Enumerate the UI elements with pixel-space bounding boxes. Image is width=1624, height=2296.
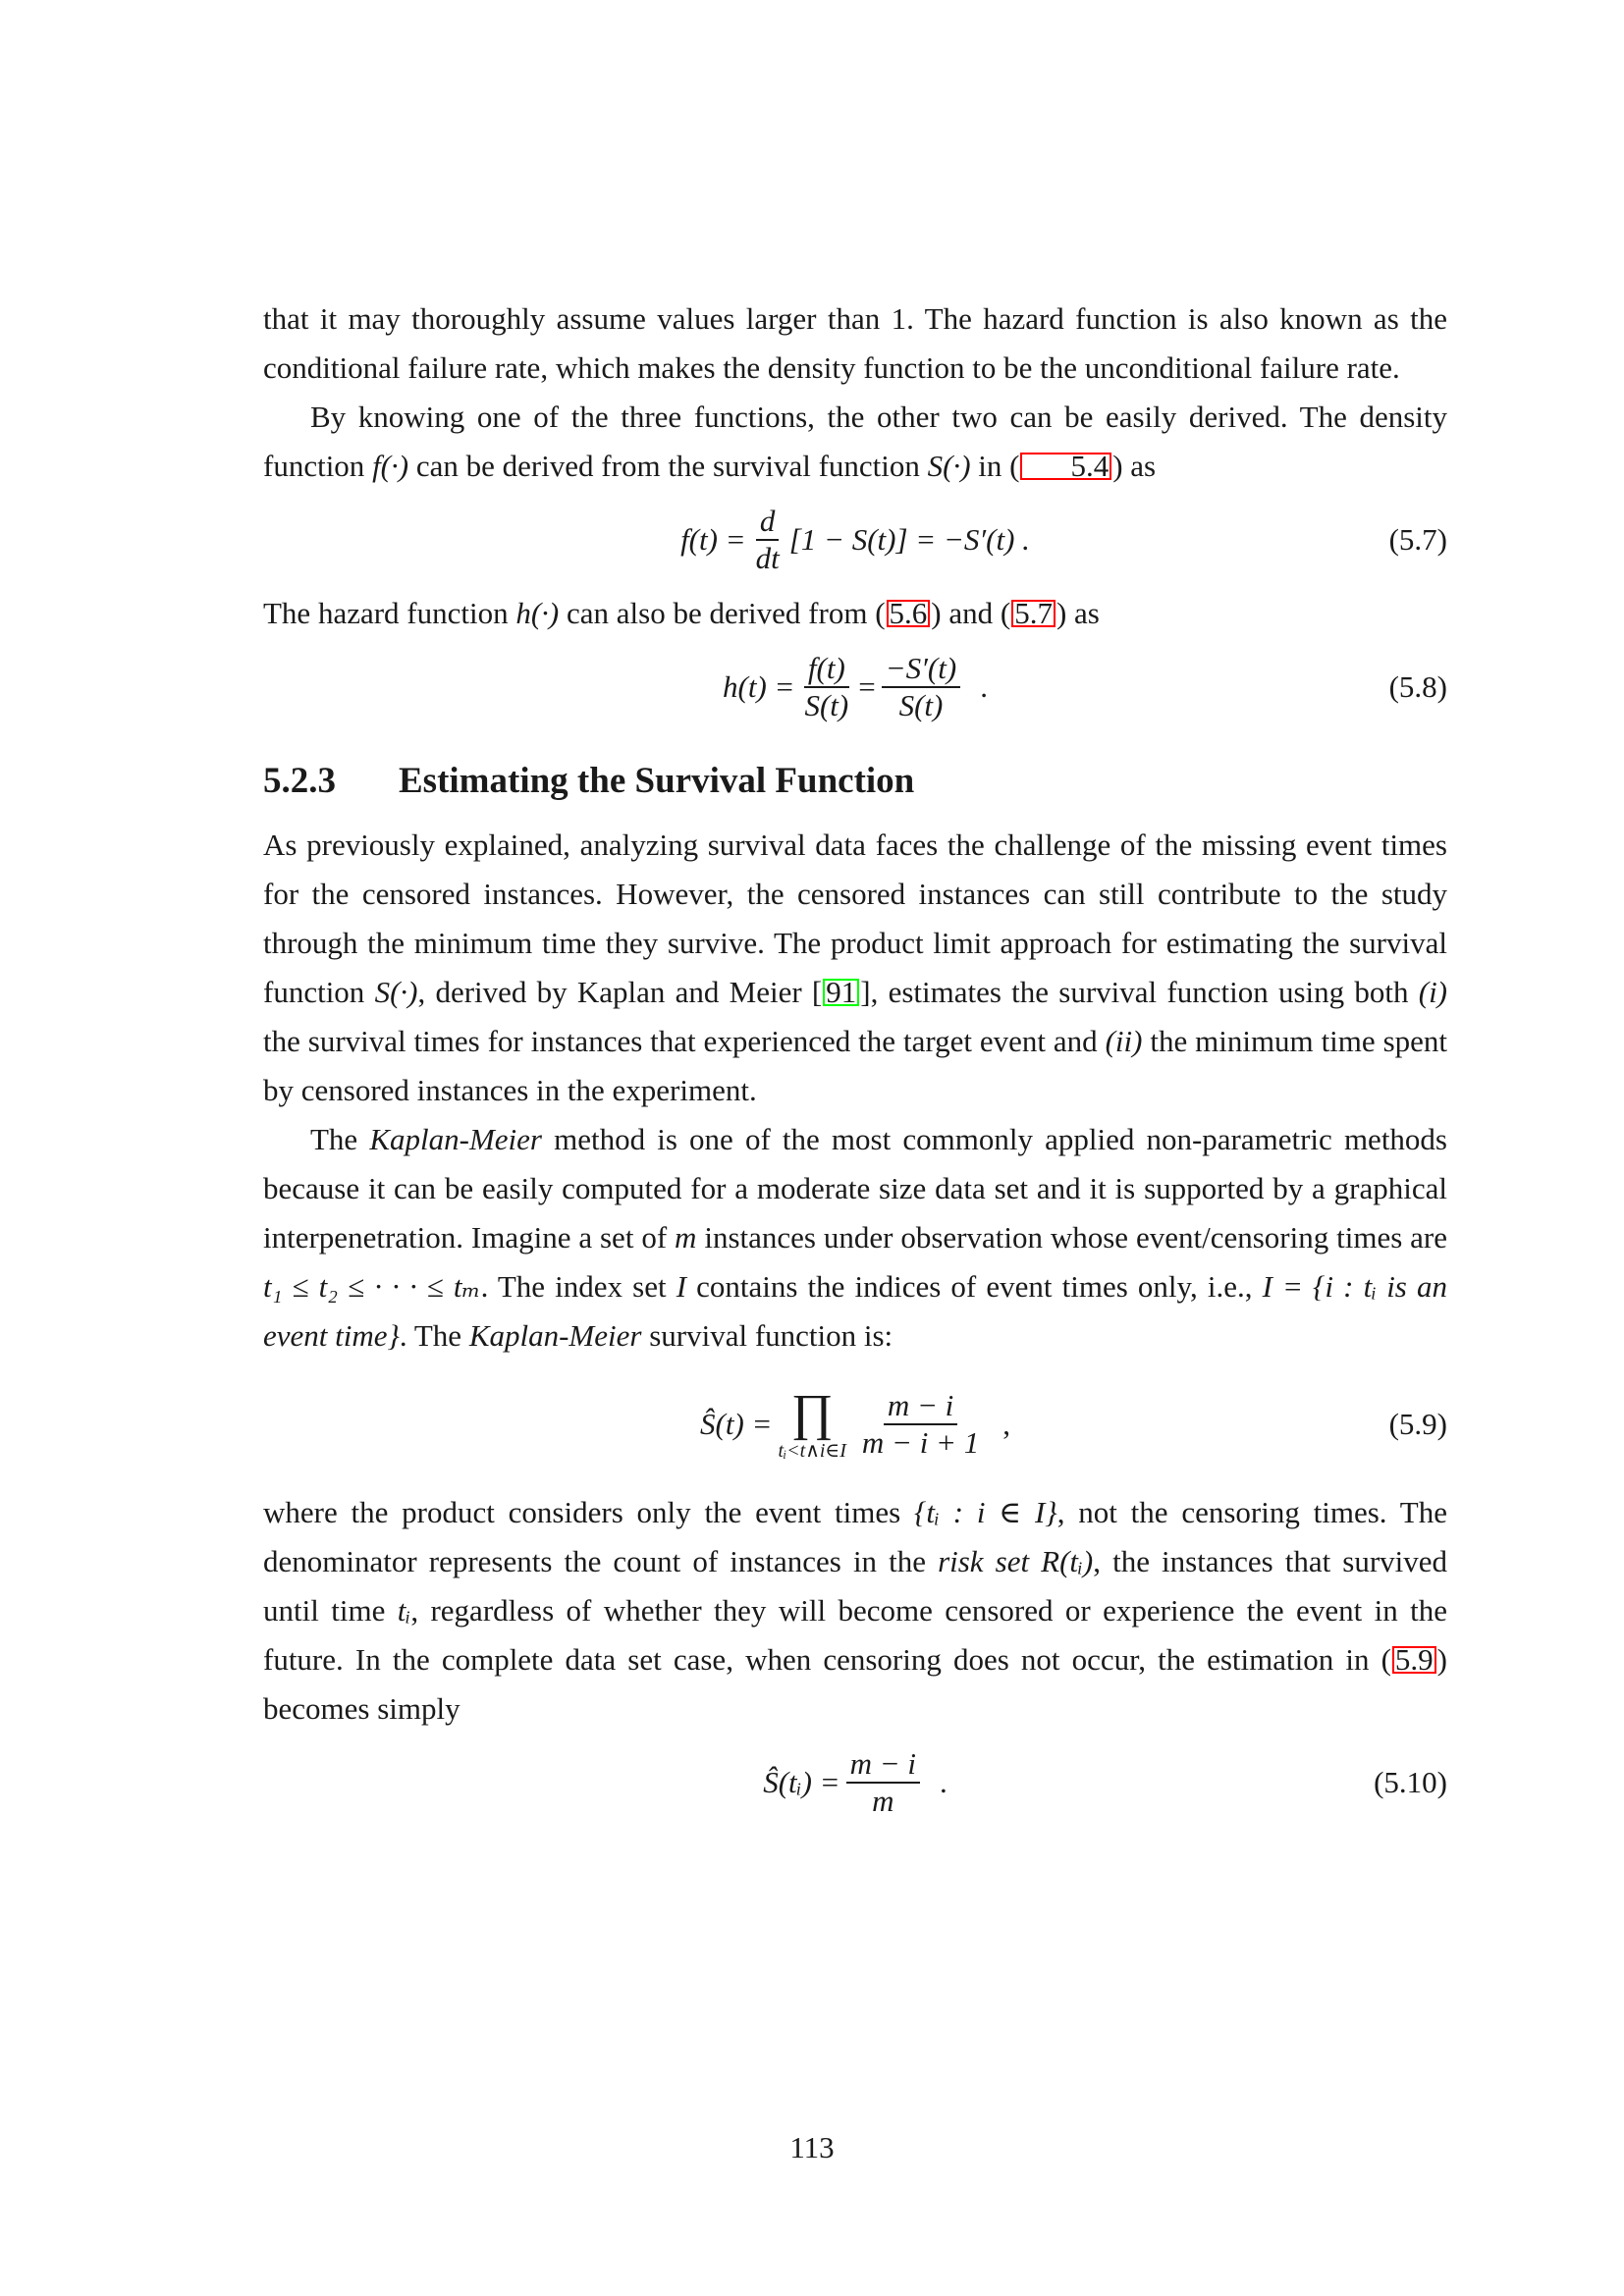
emph-risk-set: risk set — [938, 1544, 1030, 1578]
eq59-denominator: m − i + 1 — [861, 1425, 980, 1460]
equation-ref-link[interactable]: 5.6 — [887, 600, 931, 627]
section-heading — [263, 752, 1447, 811]
text-span: where the product considers only the event times — [263, 1495, 915, 1529]
math-I: I — [676, 1269, 687, 1304]
text-span — [1029, 1544, 1041, 1578]
text-span: . The index set — [480, 1269, 677, 1304]
section-title: Estimating the Survival Function — [399, 761, 915, 801]
math-m: m — [675, 1220, 697, 1255]
equation-ref-link[interactable]: 5.4 — [1020, 453, 1111, 480]
text-span: survival function is: — [641, 1318, 893, 1353]
eq510-lhs: Ŝ(tᵢ) = — [763, 1765, 840, 1799]
page-number: 113 — [789, 2130, 835, 2164]
equation-number: (5.9) — [1388, 1407, 1447, 1441]
text-span: ) as — [1112, 449, 1157, 483]
text-span: ) as — [1056, 596, 1100, 630]
paragraph-5 — [263, 1115, 1447, 1361]
eq58-fraction-2 — [882, 651, 960, 723]
emph-i: (i) — [1418, 975, 1448, 1009]
text-span: ], estimates the survival function using both — [860, 975, 1419, 1009]
eq510-denominator: m — [872, 1784, 894, 1818]
eq57-fraction — [752, 504, 784, 576]
math-times: t₁ ≤ t₂ ≤ · · · ≤ tₘ — [263, 1269, 481, 1304]
equation-number: (5.7) — [1388, 522, 1447, 557]
text-span: method is one of the most commonly applied non-parametric methods because it can be easily computed for a moderate size data set and it is supported by a graphical interpenetration. Imagine a set of — [263, 1122, 1447, 1255]
text-span: in ( — [970, 449, 1020, 483]
text-span: contains the indices of event times only, i.e., — [686, 1269, 1263, 1304]
text-span: ) and ( — [931, 596, 1011, 630]
emph-kaplan-meier: Kaplan-Meier — [369, 1122, 542, 1156]
text-span: can be derived from the survival function — [408, 449, 928, 483]
math-S: S(·) — [374, 975, 418, 1009]
math-S: S(·) — [927, 449, 971, 483]
equation-ref-link[interactable]: 5.7 — [1011, 600, 1056, 627]
text-span: As previously explained, analyzing survival data faces the challenge of the missing event times for the censored instances. However, the censored instances can still contribute to the study through the minimum time they survive. The product limit approach for estimating the survival function — [263, 828, 1447, 1009]
equation-5-8 — [263, 638, 1447, 736]
eq57-rhs: [1 − S(t)] = −S′(t) . — [788, 522, 1030, 557]
product-symbol: ∏ — [790, 1385, 834, 1441]
equation-5-9 — [263, 1361, 1447, 1488]
math-index-set: I = {i : tᵢ is an event time} — [263, 1269, 1447, 1353]
text-span: . The — [399, 1318, 469, 1353]
math-ti: tᵢ — [397, 1593, 411, 1628]
equation-number: (5.8) — [1388, 669, 1447, 704]
eq57-denominator: dt — [755, 541, 780, 575]
text-span: the minimum time spent by censored instances in the experiment. — [263, 1024, 1447, 1107]
math-event-set: {tᵢ : i ∈ I} — [914, 1495, 1057, 1529]
paragraph-3 — [263, 589, 1447, 638]
text-span: The hazard function — [263, 596, 516, 630]
text-span: , regardless of whether they will become censored or experience the event in the future. In the complete data set case, when censoring does not occur, the estimation in ( — [263, 1593, 1448, 1677]
text-span: can also be derived from ( — [559, 596, 886, 630]
eq58-lhs: h(t) = — [723, 669, 795, 704]
text-span: By knowing one of the three functions, the other two can be easily derived. The density function — [263, 400, 1447, 483]
section-number: 5.2.3 — [263, 761, 336, 801]
text-span: the survival times for instances that experienced the target event and — [263, 1024, 1106, 1058]
page-body — [263, 294, 1447, 1832]
eq59-product — [778, 1387, 845, 1462]
eq58-fraction-1 — [800, 651, 852, 723]
eq58-equals: = — [858, 669, 876, 704]
text-span: , not the censoring times. The denominator represents the count of instances in the — [263, 1495, 1447, 1578]
eq58-numerator-2: −S′(t) — [882, 651, 960, 688]
paragraph-6 — [263, 1488, 1447, 1734]
eq59-numerator: m − i — [884, 1388, 957, 1425]
eq59-fraction — [858, 1388, 983, 1461]
math-f: f(·) — [372, 449, 409, 483]
eq510-period: . — [940, 1765, 947, 1799]
text-span: The — [310, 1122, 370, 1156]
emph-ii: (ii) — [1105, 1024, 1143, 1058]
paragraph-2 — [263, 393, 1447, 491]
eq510-fraction — [846, 1746, 920, 1819]
eq58-period: . — [980, 669, 988, 704]
eq59-lhs: Ŝ(t) = — [700, 1407, 773, 1441]
eq57-lhs: f(t) = — [680, 522, 746, 557]
text-span: , derived by Kaplan and Meier [ — [417, 975, 823, 1009]
eq59-comma: , — [1002, 1407, 1010, 1441]
text-span: instances under observation whose event/censoring times are — [696, 1220, 1447, 1255]
equation-5-10 — [263, 1734, 1447, 1832]
eq57-numerator: d — [756, 504, 780, 541]
text-span: ) becomes simply — [263, 1642, 1447, 1726]
citation-link[interactable]: 91 — [823, 979, 859, 1006]
emph-kaplan-meier: Kaplan-Meier — [468, 1318, 642, 1353]
eq58-numerator-1: f(t) — [804, 651, 849, 688]
eq58-denominator-2: S(t) — [898, 688, 944, 722]
math-h: h(·) — [515, 596, 560, 630]
eq58-denominator-1: S(t) — [804, 688, 849, 722]
text-span: , the instances that survived until time — [263, 1544, 1448, 1628]
equation-5-7 — [263, 491, 1447, 589]
paragraph-1-text: that it may thoroughly assume values larger than 1. The hazard function is also known as the conditional failure rate, which makes the density function to be the unconditional failure rate. — [263, 301, 1447, 385]
eq510-numerator: m − i — [846, 1746, 920, 1784]
product-subscript: tᵢ<t∧i∈I — [778, 1440, 846, 1462]
paragraph-1 — [263, 294, 1447, 393]
math-R: R(tᵢ) — [1041, 1544, 1094, 1578]
equation-number: (5.10) — [1374, 1765, 1447, 1799]
equation-ref-link[interactable]: 5.9 — [1392, 1646, 1436, 1674]
paragraph-4 — [263, 821, 1447, 1115]
